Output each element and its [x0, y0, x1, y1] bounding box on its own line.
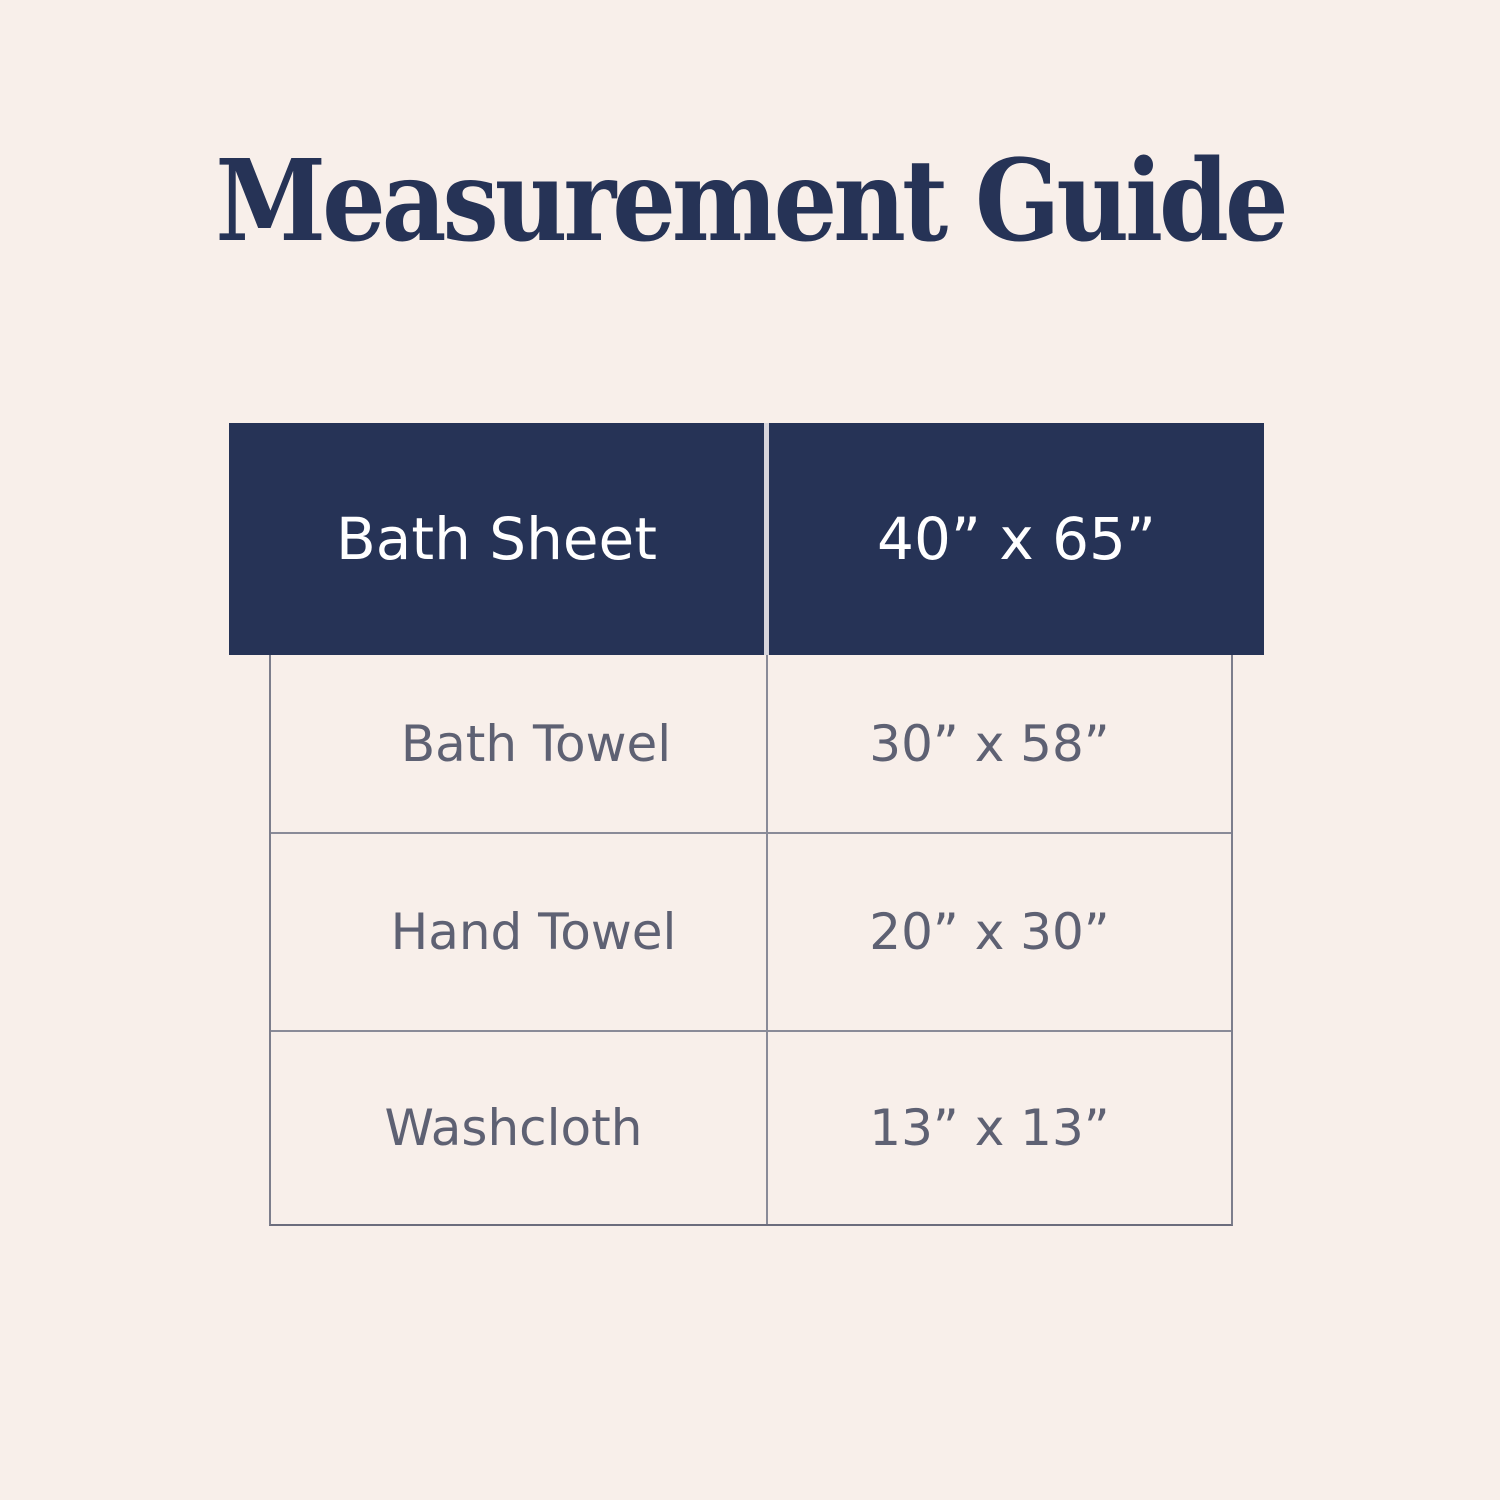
- row-name-cell: [271, 655, 768, 832]
- row-name: Hand Towel: [390, 903, 677, 961]
- row-name-cell: [271, 834, 768, 1030]
- header-size-text: 40” x 65”: [877, 505, 1156, 573]
- row-size: 20” x 30”: [869, 903, 1110, 961]
- row-size-cell: [768, 655, 1231, 832]
- table-row: [271, 655, 1231, 832]
- row-name-cell: [271, 1032, 768, 1224]
- row-size-cell: [768, 1032, 1231, 1224]
- row-size-cell: [768, 834, 1231, 1030]
- header-cell-size: [769, 423, 1264, 655]
- table-header-row: [229, 423, 1264, 655]
- row-size: 13” x 13”: [869, 1099, 1110, 1157]
- header-divider: [764, 423, 769, 655]
- measurement-table: [269, 655, 1233, 1226]
- header-name-text: Bath Sheet: [336, 505, 657, 573]
- row-size: 30” x 58”: [869, 714, 1110, 773]
- table-row: [271, 1030, 1231, 1224]
- header-cell-name: [229, 423, 764, 655]
- page-title: Measurement Guide: [215, 134, 1285, 267]
- row-name: Washcloth: [384, 1099, 643, 1157]
- table-row: [271, 832, 1231, 1030]
- row-name: Bath Towel: [400, 714, 672, 773]
